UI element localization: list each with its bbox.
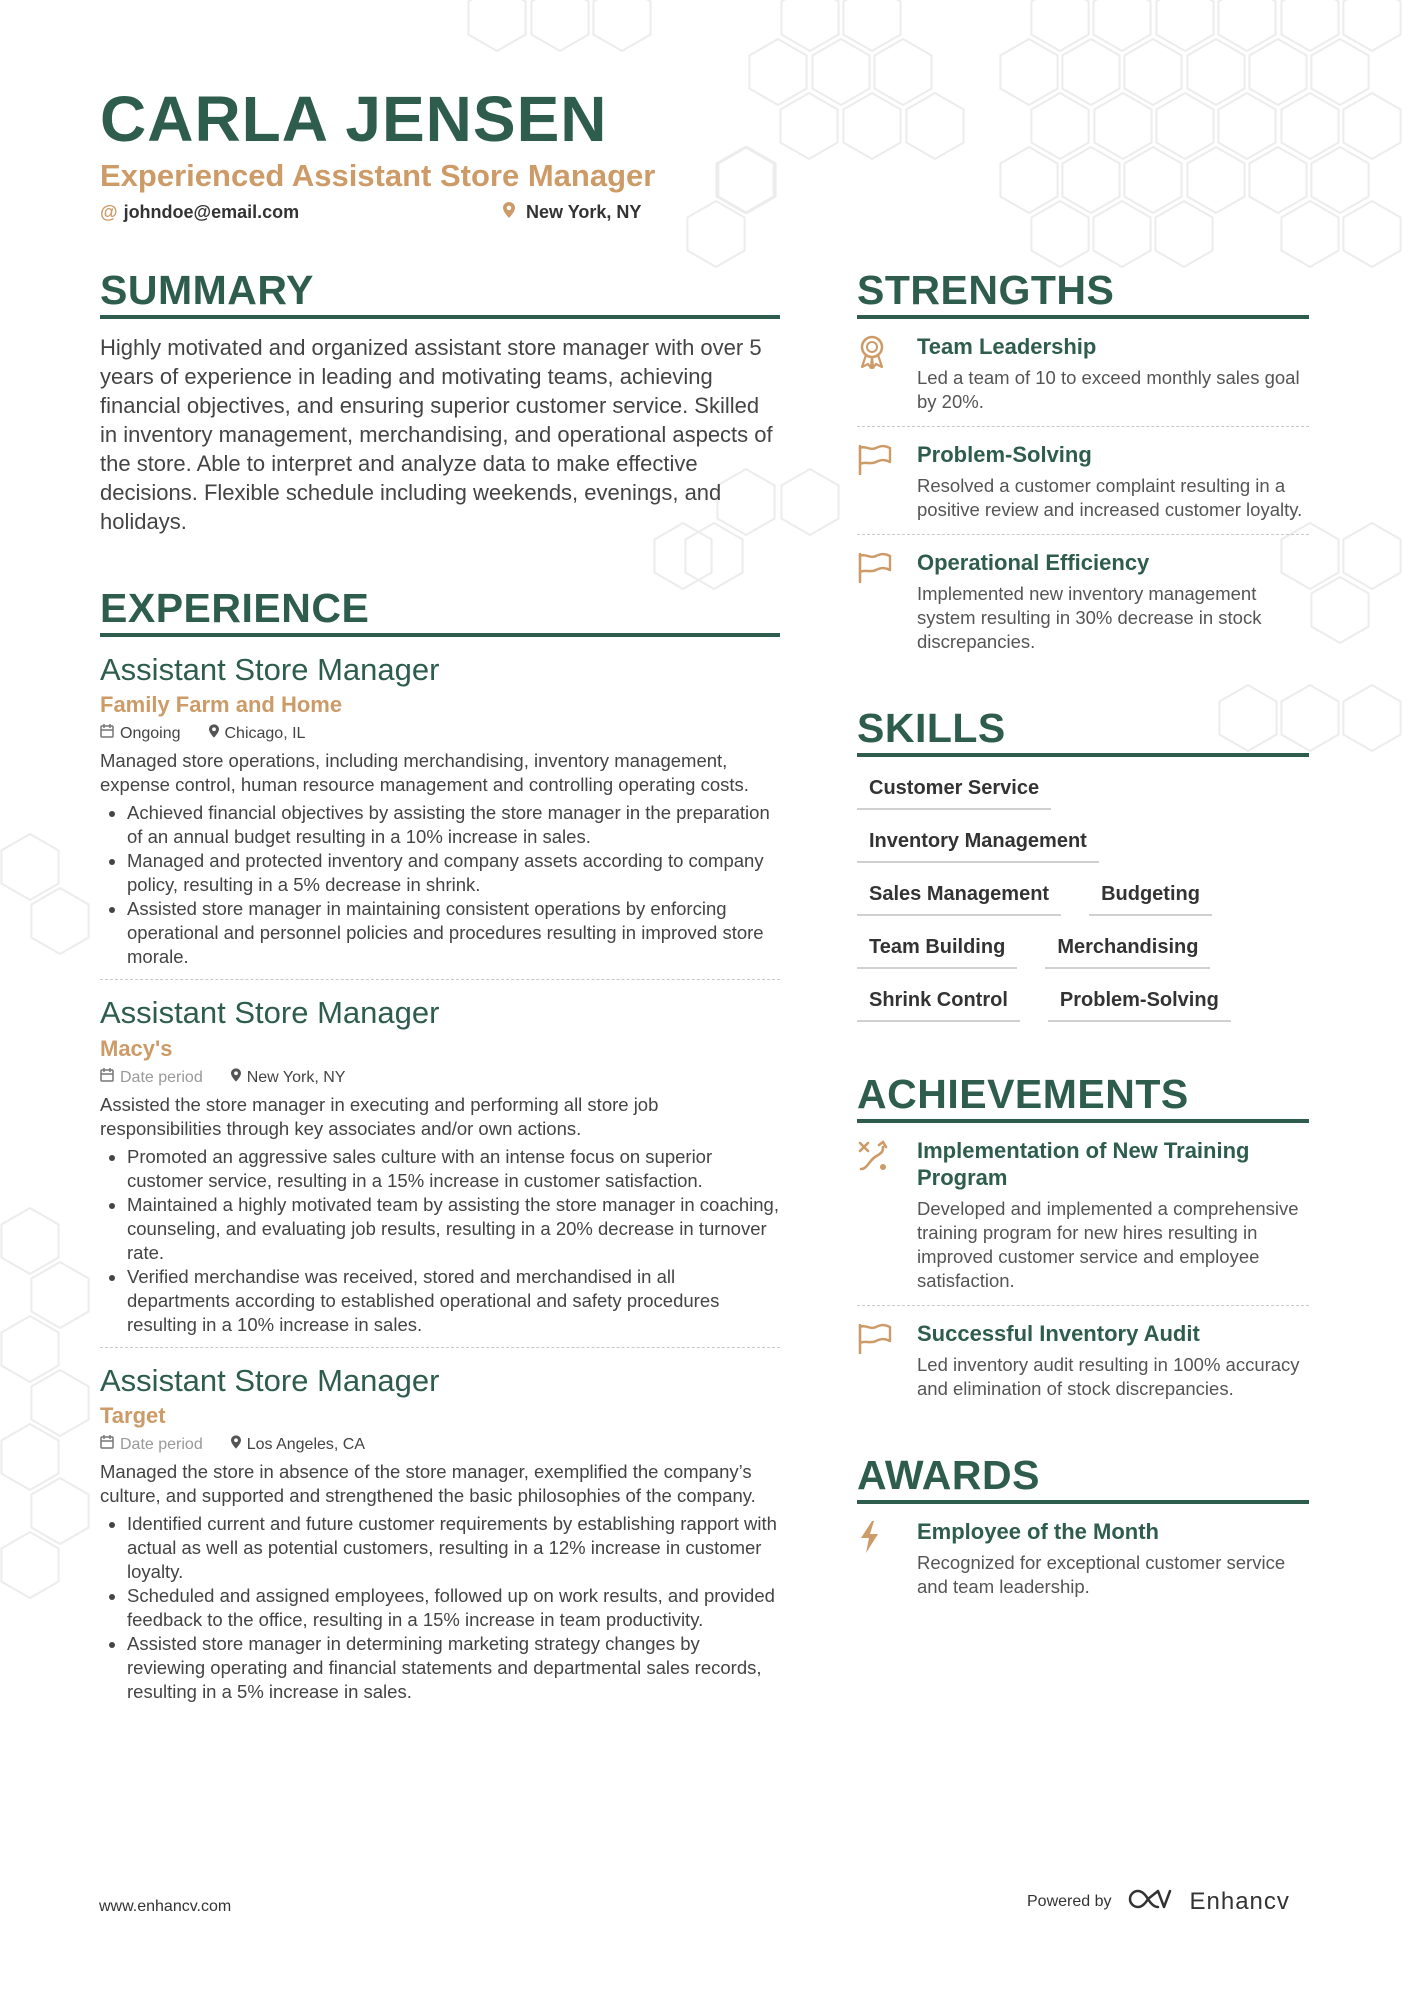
hexagon-shape: [1062, 39, 1119, 105]
at-icon: @: [100, 202, 118, 222]
hexagon-shape: [1281, 201, 1338, 267]
experience-entry: [100, 994, 780, 1347]
achievement-item-title: Implementation of New Training Program: [917, 1138, 1250, 1191]
award-item-body: [917, 1518, 1309, 1599]
left-column: [100, 268, 780, 1728]
skills-list: [857, 771, 1297, 1022]
candidate-title: Experienced Assistant Store Manager: [100, 158, 656, 193]
hexagon-shape: [1187, 147, 1244, 213]
hexagon-shape: [812, 39, 869, 105]
hexagon-shape: [1187, 39, 1244, 105]
experience-heading: EXPERIENCE: [100, 586, 780, 637]
hexagon-shape: [31, 1262, 88, 1328]
hexagon-shape: [1343, 523, 1400, 589]
hexagon-shape: [1, 1424, 58, 1490]
skill-tag: Inventory Management: [857, 824, 1099, 863]
enhancv-logo-icon: [1128, 1887, 1174, 1916]
achievements-heading: ACHIEVEMENTS: [857, 1072, 1309, 1123]
hexagon-shape: [1281, 0, 1338, 51]
achievement-item-title: Successful Inventory Audit: [917, 1321, 1200, 1347]
hexagon-shape: [1000, 147, 1057, 213]
job-bullet: • Maintained a highly motivated team by assisting the store manager in coaching, counseling, and evaluating job results, resulting in a 20% decrease in turnover rate.: [127, 1193, 780, 1265]
skill-tag: Merchandising: [1045, 930, 1210, 969]
hexagon-shape: [843, 0, 900, 51]
job-date: [100, 1435, 203, 1454]
hexagon-shape: [1, 1208, 58, 1274]
powered-by-label: Powered by: [1027, 1892, 1112, 1910]
award-item: [857, 1504, 1309, 1611]
job-date-text: Ongoing: [120, 725, 181, 743]
footer-website[interactable]: www.enhancv.com: [99, 1898, 232, 1915]
right-column: [857, 268, 1309, 1611]
hexagon-shape: [1093, 0, 1150, 51]
hexagon-shape: [1343, 685, 1400, 751]
company-name: Macy's: [100, 1035, 173, 1061]
job-date-text: Date period: [120, 1068, 203, 1086]
strength-item-title: Problem-Solving: [917, 442, 1092, 468]
strength-item-description: Led a team of 10 to exceed monthly sales goal by 20%.: [917, 367, 1300, 413]
job-location: [231, 1068, 346, 1087]
strength-item: [857, 535, 1309, 666]
email-text: johndoe@email.com: [123, 202, 300, 222]
location-pin-icon: [231, 1436, 241, 1453]
skill-tag: Sales Management: [857, 877, 1061, 916]
hexagon-shape: [1249, 39, 1306, 105]
hexagon-shape: [1, 834, 58, 900]
hexagon-shape: [31, 1478, 88, 1544]
strength-item: [857, 319, 1309, 427]
hexagon-shape: [1031, 93, 1088, 159]
hexagon-shape: [874, 39, 931, 105]
award-ribbon-icon: [857, 333, 917, 414]
skill-tag: Team Building: [857, 930, 1017, 969]
hexagon-shape: [31, 1370, 88, 1436]
awards-list: [857, 1504, 1309, 1611]
job-bullet: • Managed and protected inventory and company assets according to company policy, resulting in a 5% decrease in shrink.: [127, 849, 780, 897]
hexagon-shape: [1062, 147, 1119, 213]
job-location: [209, 724, 306, 743]
skill-tag: Budgeting: [1089, 877, 1212, 916]
job-location-text: New York, NY: [246, 1068, 346, 1086]
job-bullets: [100, 1145, 780, 1337]
hexagon-shape: [1311, 39, 1368, 105]
hexagon-shape: [1156, 93, 1213, 159]
hexagon-shape: [1093, 201, 1150, 267]
company-name: Family Farm and Home: [100, 692, 343, 718]
job-title: Assistant Store Manager: [100, 1362, 440, 1398]
job-location: [231, 1435, 365, 1454]
strength-item: [857, 427, 1309, 535]
job-bullet: • Scheduled and assigned employees, followed up on work results, and provided feedback to the office, resulting in a 15% increase in team productivity.: [127, 1584, 780, 1632]
strategy-path-icon: [857, 1137, 917, 1293]
strength-item-title: Operational Efficiency: [917, 550, 1150, 576]
skills-heading: SKILLS: [857, 706, 1309, 757]
skill-tag: Problem-Solving: [1048, 983, 1231, 1022]
achievement-item-body: [917, 1137, 1309, 1293]
award-item-description: Recognized for exceptional customer service and team leadership.: [917, 1552, 1286, 1598]
job-meta: [100, 1068, 780, 1087]
location-pin-icon: [231, 1069, 241, 1086]
flag-icon: [857, 549, 917, 654]
strength-item-title: Team Leadership: [917, 334, 1097, 360]
calendar-icon: [100, 1069, 114, 1086]
hexagon-shape: [687, 201, 744, 267]
location-pin-icon: [503, 202, 520, 222]
hexagon-shape: [1156, 0, 1213, 51]
hexagon-shape: [1, 1316, 58, 1382]
job-location-text: Los Angeles, CA: [246, 1435, 366, 1453]
lightning-icon: [857, 1518, 917, 1599]
experience-list: [100, 651, 780, 1714]
job-bullet: • Assisted store manager in maintaining consistent operations by enforcing operational and personnel policies and procedures resulting in improved store morale.: [127, 897, 780, 969]
achievements-list: [857, 1123, 1309, 1413]
calendar-icon: [100, 1436, 114, 1453]
hexagon-shape: [531, 0, 588, 51]
hexagon-shape: [1, 1532, 58, 1598]
brand-name: Enhancv: [1189, 1887, 1290, 1915]
summary-heading: SUMMARY: [100, 268, 780, 319]
experience-entry: [100, 1362, 780, 1714]
location-text: New York, NY: [526, 202, 642, 222]
job-bullet: • Achieved financial objectives by assisting the store manager in the preparation of an annual budget resulting in a 10% increase in sales.: [127, 801, 780, 849]
job-date: [100, 1068, 203, 1087]
job-bullets: [100, 1512, 780, 1704]
hexagon-shape: [1000, 39, 1057, 105]
hexagon-shape: [1343, 201, 1400, 267]
hexagon-shape: [781, 0, 838, 51]
job-meta: [100, 724, 780, 743]
footer-branding[interactable]: [1027, 1887, 1290, 1916]
strength-item-body: [917, 441, 1309, 522]
hexagon-shape: [1311, 577, 1368, 643]
job-description: Managed store operations, including merchandising, inventory management, expense control, human resource management and controlling operating costs.: [100, 750, 749, 796]
strengths-list: [857, 319, 1309, 666]
hexagon-shape: [1155, 201, 1212, 267]
hexagon-shape: [1249, 147, 1306, 213]
hexagon-shape: [749, 39, 806, 105]
achievement-item: [857, 1306, 1309, 1413]
summary-text: Highly motivated and organized assistant store manager with over 5 years of experience in leading and motivating teams, achieving financial objectives, and ensuring superior customer service. Skilled in inventory management, merchandising, and operational aspects of the store. Able to interpret and analyze data to make effective decisions. Flexible schedule including weekends, evenings, and holidays.: [100, 335, 773, 535]
hexagon-shape: [468, 0, 525, 51]
hexagon-shape: [1343, 93, 1400, 159]
job-title: Assistant Store Manager: [100, 995, 440, 1031]
hexagon-shape: [1343, 0, 1400, 51]
contact-email[interactable]: [100, 202, 299, 223]
strength-item-body: [917, 333, 1309, 414]
hexagon-shape: [1311, 147, 1368, 213]
award-item-title: Employee of the Month: [917, 1519, 1159, 1545]
flag-icon: [857, 1320, 917, 1401]
achievement-item: [857, 1123, 1309, 1306]
job-description: Managed the store in absence of the store manager, exemplified the company’s culture, and supported and strengthened the basic philosophies of the company.: [100, 1460, 756, 1506]
hexagon-shape: [1031, 0, 1088, 51]
strength-item-body: [917, 549, 1309, 654]
awards-heading: AWARDS: [857, 1453, 1309, 1504]
calendar-icon: [100, 725, 114, 742]
job-meta: [100, 1435, 780, 1454]
experience-entry: [100, 651, 780, 980]
skill-tag: Customer Service: [857, 771, 1051, 810]
strengths-heading: STRENGTHS: [857, 268, 1309, 319]
company-name: Target: [100, 1402, 166, 1428]
hexagon-shape: [31, 888, 88, 954]
hexagon-shape: [1281, 93, 1338, 159]
hexagon-shape: [1094, 93, 1151, 159]
job-description: Assisted the store manager in executing and performing all store job responsibilities through key associates and/or own actions.: [100, 1093, 659, 1139]
hexagon-shape: [1124, 39, 1181, 105]
hexagon-shape: [1031, 201, 1088, 267]
contact-location: [503, 202, 641, 223]
hexagon-shape: [780, 93, 837, 159]
hexagon-shape: [1218, 0, 1275, 51]
hexagon-shape: [1124, 147, 1181, 213]
strength-item-description: Implemented new inventory management system resulting in 30% decrease in stock discrepancies.: [917, 583, 1262, 653]
job-title: Assistant Store Manager: [100, 652, 440, 688]
hexagon-shape: [843, 93, 900, 159]
flag-icon: [857, 441, 917, 522]
job-bullet: • Promoted an aggressive sales culture with an intense focus on superior customer service, resulting in a 15% increase in customer satisfaction.: [127, 1145, 780, 1193]
job-bullet: • Assisted store manager in determining marketing strategy changes by reviewing operating and financial statements and departmental sales records, resulting in a 5% increase in sales.: [127, 1632, 780, 1704]
job-bullets: [100, 801, 780, 969]
skill-tag: Shrink Control: [857, 983, 1020, 1022]
job-bullet: • Verified merchandise was received, stored and merchandised in all departments according to established operational and safety procedures resulting in a 10% increase in sales.: [127, 1265, 780, 1337]
location-pin-icon: [209, 725, 219, 742]
job-location-text: Chicago, IL: [224, 725, 306, 743]
achievement-item-description: Led inventory audit resulting in 100% accuracy and elimination of stock discrepancies.: [917, 1354, 1300, 1400]
job-bullet: • Identified current and future customer requirements by establishing rapport with actual as well as potential customers, resulting in a 12% increase in customer loyalty.: [127, 1512, 780, 1584]
candidate-name: CARLA JENSEN: [100, 83, 608, 155]
hexagon-shape: [1218, 93, 1275, 159]
strength-item-description: Resolved a customer complaint resulting in a positive review and increased customer loyalty.: [917, 475, 1303, 521]
job-date-text: Date period: [120, 1435, 203, 1453]
achievement-item-body: [917, 1320, 1309, 1401]
hexagon-shape: [593, 0, 650, 51]
achievement-item-description: Developed and implemented a comprehensive training program for new hires resulting in improved customer service and employee satisfaction.: [917, 1198, 1299, 1292]
hexagon-shape: [781, 469, 838, 535]
hexagon-shape: [906, 93, 963, 159]
job-date: [100, 724, 181, 743]
